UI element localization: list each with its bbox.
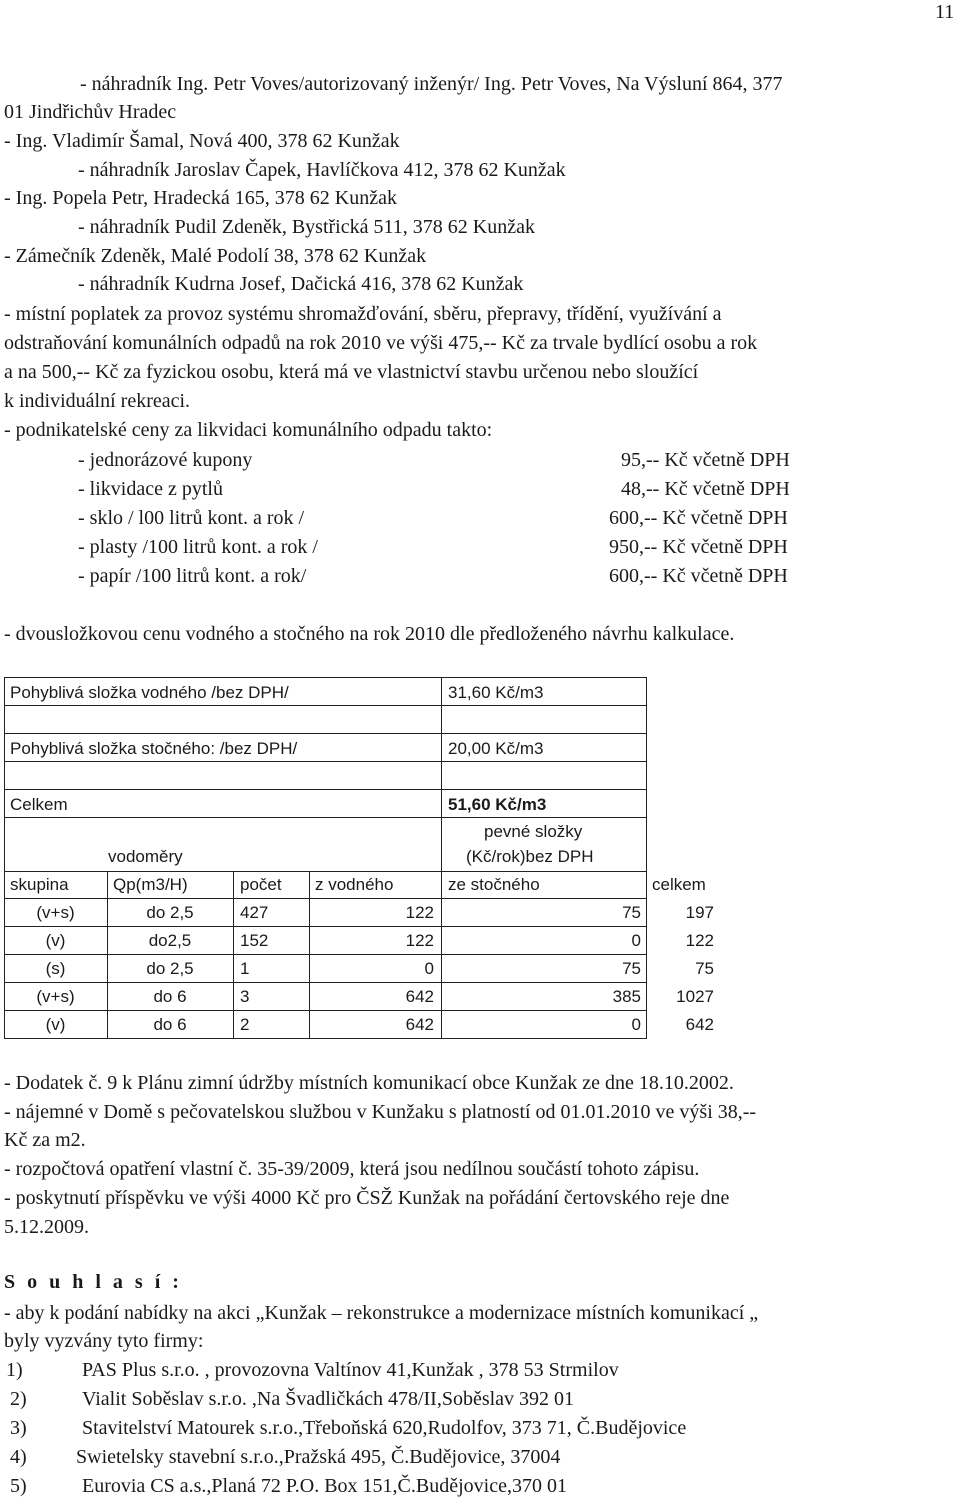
table-cell: 75 xyxy=(622,903,641,922)
table-cell: 642 xyxy=(405,1015,434,1034)
line-poplatek-3: a na 500,-- Kč za fyzickou osobu, která má ve vlastnictví stavbu určenou nebo sloužící xyxy=(4,361,699,383)
firm-text: Stavitelství Matourek s.r.o.,Třeboňská 620,Rudolfov, 373 71, Č.Budějovice xyxy=(82,1417,687,1439)
table-cell: 385 xyxy=(612,987,641,1006)
table-cell: 122 xyxy=(405,931,434,950)
table-cell: 152 xyxy=(240,931,269,950)
line-poplatek-2: odstraňování komunálních odpadů na rok 2010 ve výši 475,-- Kč za trvale bydlící osobu a rok xyxy=(4,332,758,354)
table-header-fixed-2: (Kč/rok)bez DPH xyxy=(466,847,594,866)
table-cell: 1 xyxy=(240,959,250,978)
price-value: 950,-- Kč včetně DPH xyxy=(609,536,788,558)
table-col-header: počet xyxy=(240,875,282,894)
page-number: 11 xyxy=(935,1,955,23)
table-cell: Celkem xyxy=(10,795,68,814)
table-cell: (v) xyxy=(45,1015,66,1034)
firm-number: 1) xyxy=(6,1359,23,1381)
souhlas-line: byly vyzvány tyto firmy: xyxy=(4,1330,204,1352)
line-capek: - náhradník Jaroslav Čapek, Havlíčkova 412, 378 62 Kunžak xyxy=(78,159,566,181)
line-podnikatelske: - podnikatelské ceny za likvidaci komunálního odpadu takto: xyxy=(4,419,493,441)
table-cell: (v+s) xyxy=(36,903,75,922)
line-rozpoctova: - rozpočtová opatření vlastní č. 35-39/2009, která jsou nedílnou součástí tohoto zápisu. xyxy=(4,1158,700,1180)
firm-number: 4) xyxy=(10,1446,27,1468)
souhlas-heading: S o u h l a s í : xyxy=(4,1271,183,1293)
table-cell: 2 xyxy=(240,1015,250,1034)
table-cell: 1027 xyxy=(676,987,714,1006)
firm-text: PAS Plus s.r.o. , provozovna Valtínov 41,Kunžak , 378 53 Strmilov xyxy=(82,1359,619,1381)
table-cell: 642 xyxy=(685,1015,714,1034)
table-header-vodomery: vodoměry xyxy=(108,847,183,866)
price-item: - jednorázové kupony xyxy=(78,449,253,471)
line-voves-cont: 01 Jindřichův Hradec xyxy=(4,101,177,123)
table-cell: 122 xyxy=(685,931,714,950)
line-zamecnik: - Zámečník Zdeněk, Malé Podolí 38, 378 62 Kunžak xyxy=(4,245,427,267)
table-cell: 31,60 Kč/m3 xyxy=(448,683,544,702)
price-item: - sklo / l00 litrů kont. a rok / xyxy=(78,507,305,529)
table-cell: 75 xyxy=(622,959,641,978)
firm-text: Swietelsky stavební s.r.o.,Pražská 495, Č.Budějovice, 37004 xyxy=(76,1446,561,1468)
table-col-header: Qp(m3/H) xyxy=(113,875,188,894)
price-value: 48,-- Kč včetně DPH xyxy=(621,478,790,500)
table-cell: 0 xyxy=(424,959,434,978)
table-total-value: 51,60 Kč/m3 xyxy=(448,795,547,814)
line-kudrna: - náhradník Kudrna Josef, Dačická 416, 378 62 Kunžak xyxy=(78,273,524,295)
table-cell: do2,5 xyxy=(148,931,192,950)
table-cell: 197 xyxy=(685,903,714,922)
price-value: 600,-- Kč včetně DPH xyxy=(609,507,788,529)
line-dodatek: - Dodatek č. 9 k Plánu zimní údržby místních komunikací obce Kunžak ze dne 18.10.2002. xyxy=(4,1072,734,1094)
table-col-header: skupina xyxy=(10,875,69,894)
table-cell: Pohyblivá složka stočného: /bez DPH/ xyxy=(10,739,298,758)
table-cell: 427 xyxy=(240,903,269,922)
line-popela: - Ing. Popela Petr, Hradecká 165, 378 62 Kunžak xyxy=(4,187,397,209)
table-cell: 122 xyxy=(405,903,434,922)
table-cell: 0 xyxy=(631,931,641,950)
table-cell: 642 xyxy=(405,987,434,1006)
table-cell: (s) xyxy=(45,959,66,978)
table-cell: 3 xyxy=(240,987,250,1006)
table-header-fixed-1: pevné složky xyxy=(484,822,583,841)
line-prispevek: - poskytnutí příspěvku ve výši 4000 Kč pro ČSŽ Kunžak na pořádání čertovského reje dne xyxy=(4,1187,730,1209)
table-col-header: ze stočného xyxy=(448,875,540,894)
table-cell: (v) xyxy=(45,931,66,950)
price-value: 600,-- Kč včetně DPH xyxy=(609,565,788,587)
firm-number: 3) xyxy=(10,1417,27,1439)
souhlas-line: - aby k podání nabídky na akci „Kunžak – rekonstrukce a modernizace místních komunikací „ xyxy=(4,1302,759,1324)
firm-number: 2) xyxy=(10,1388,27,1410)
firm-text: Eurovia CS a.s.,Planá 72 P.O. Box 151,Č.Budějovice,370 01 xyxy=(82,1475,567,1497)
line-prispevek-cont: 5.12.2009. xyxy=(4,1216,89,1238)
table-cell: Pohyblivá složka vodného /bez DPH/ xyxy=(10,683,289,702)
table-col-header: z vodného xyxy=(315,875,394,894)
price-value: 95,-- Kč včetně DPH xyxy=(621,449,790,471)
line-voves: - náhradník Ing. Petr Voves/autorizovaný inženýr/ Ing. Petr Voves, Na Výsluní 864, 377 xyxy=(80,73,783,95)
table-cell: do 6 xyxy=(153,987,187,1006)
line-najemne: - nájemné v Domě s pečovatelskou službou v Kunžaku s platností od 01.01.2010 ve výši 38,-- xyxy=(4,1101,757,1123)
line-samal: - Ing. Vladimír Šamal, Nová 400, 378 62 Kunžak xyxy=(4,130,400,152)
table-cell: 0 xyxy=(631,1015,641,1034)
firm-text: Vialit Soběslav s.r.o. ,Na Švadličkách 478/II,Soběslav 392 01 xyxy=(82,1388,575,1410)
table-cell: 75 xyxy=(695,959,714,978)
line-poplatek-1: - místní poplatek za provoz systému shromažďování, sběru, přepravy, třídění, využívání a xyxy=(4,303,722,325)
table-cell: do 6 xyxy=(153,1015,187,1034)
table-cell: do 2,5 xyxy=(146,903,194,922)
line-poplatek-4: k individuální rekreaci. xyxy=(4,390,191,412)
table-cell: 20,00 Kč/m3 xyxy=(448,739,544,758)
water-intro: - dvousložkovou cenu vodného a stočného na rok 2010 dle předloženého návrhu kalkulace. xyxy=(4,623,735,645)
firm-number: 5) xyxy=(10,1475,27,1497)
table-col-header: celkem xyxy=(652,875,706,894)
price-item: - likvidace z pytlů xyxy=(78,478,223,500)
price-item: - plasty /100 litrů kont. a rok / xyxy=(78,536,318,558)
line-pudil: - náhradník Pudil Zdeněk, Bystřická 511, 378 62 Kunžak xyxy=(78,216,535,238)
table-cell: (v+s) xyxy=(36,987,75,1006)
line-najemne-cont: Kč za m2. xyxy=(4,1129,86,1151)
table-cell: do 2,5 xyxy=(146,959,194,978)
price-item: - papír /100 litrů kont. a rok/ xyxy=(78,565,307,587)
